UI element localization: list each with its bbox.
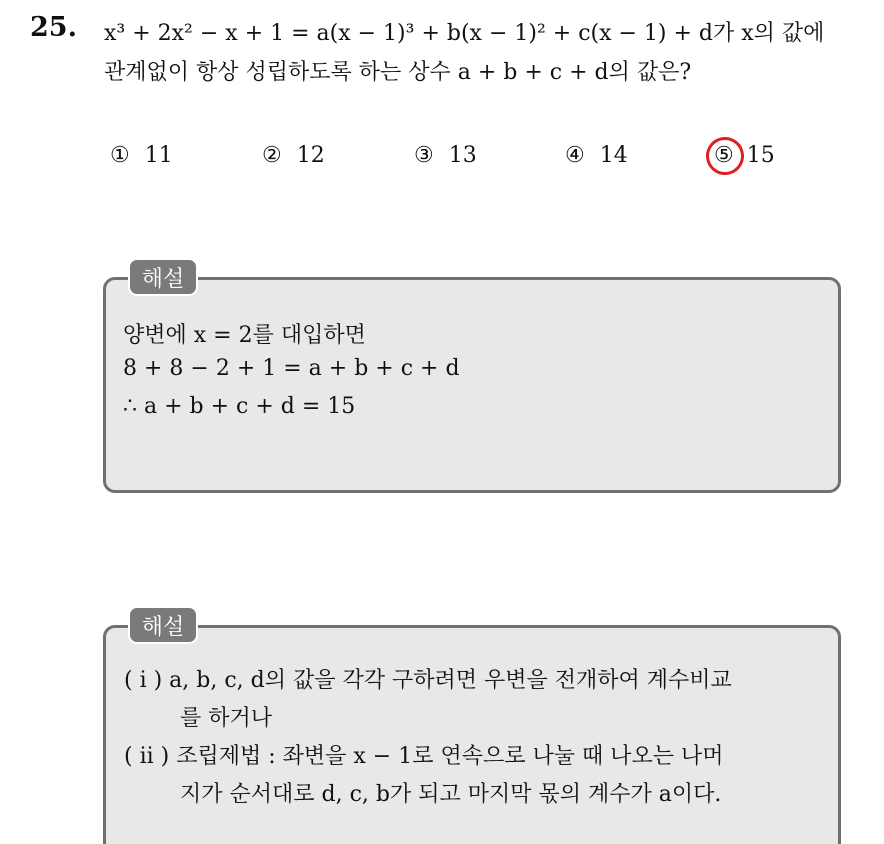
choice-3[interactable] xyxy=(414,143,477,168)
solution2-line-4: 지가 순서대로 d, c, b가 되고 마지막 몫의 계수가 a이다. xyxy=(180,782,722,807)
solution2-line-2: 를 하거나 xyxy=(180,706,273,731)
choice-marker: ③ xyxy=(414,143,434,168)
solution-tab-1: 해설 xyxy=(128,258,198,296)
choice-marker: ④ xyxy=(565,143,585,168)
solution2-line-1: ( i ) a, b, c, d의 값을 각각 구하려면 우변을 전개하여 계수비교 xyxy=(124,668,732,693)
solution1-line-1: 양변에 x = 2를 대입하면 xyxy=(123,323,366,348)
question-line-2: 관계없이 항상 성립하도록 하는 상수 a + b + c + d의 값은? xyxy=(104,60,692,85)
choice-marker: ⑤ xyxy=(714,143,734,168)
choice-value: 15 xyxy=(746,143,775,168)
choice-1[interactable] xyxy=(110,143,173,168)
choice-2[interactable] xyxy=(262,143,325,168)
choice-value: 14 xyxy=(599,143,628,168)
solution-tab-2: 해설 xyxy=(128,606,198,644)
choice-value: 11 xyxy=(144,143,173,168)
solution-box-2 xyxy=(103,625,841,844)
solution1-line-2: 8 + 8 − 2 + 1 = a + b + c + d xyxy=(123,356,460,381)
choice-4[interactable] xyxy=(565,143,628,168)
solution-box-1 xyxy=(103,277,841,493)
choice-value: 13 xyxy=(448,143,477,168)
question-line-1: x³ + 2x² − x + 1 = a(x − 1)³ + b(x − 1)² + c(x − 1) + d가 x의 값에 xyxy=(104,21,825,46)
choice-marker: ① xyxy=(110,143,130,168)
answer-circle-mark xyxy=(702,133,749,180)
solution1-line-3: ∴ a + b + c + d = 15 xyxy=(123,394,356,419)
question-number: 25. xyxy=(30,12,77,43)
solution2-line-3: ( ii ) 조립제법 : 좌변을 x − 1로 연속으로 나눌 때 나오는 나머 xyxy=(124,744,724,769)
choice-marker: ② xyxy=(262,143,282,168)
choice-value: 12 xyxy=(296,143,325,168)
